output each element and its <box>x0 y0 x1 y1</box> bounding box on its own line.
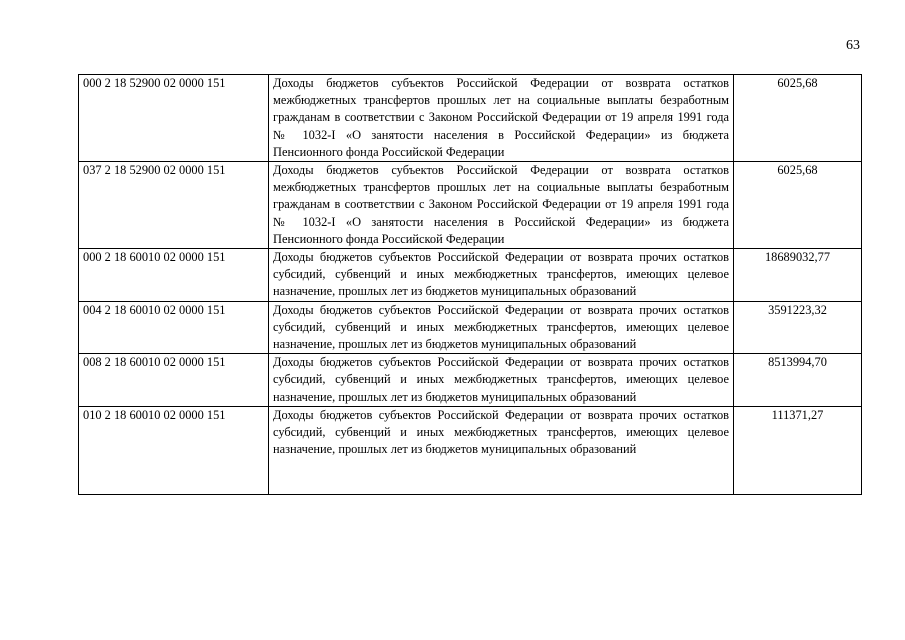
revenue-description-cell: Доходы бюджетов субъектов Российской Федерации от возврата прочих остатков субсидий, субвенций и иных межбюджетных трансфертов, имеющих целевое назначение, прошлых лет из бюджетов муниципальных образований <box>269 249 734 302</box>
revenue-amount-cell: 18689032,77 <box>734 249 862 302</box>
revenue-amount-cell: 3591223,32 <box>734 301 862 354</box>
table-row <box>79 75 862 162</box>
table-row <box>79 162 862 249</box>
revenue-description-cell: Доходы бюджетов субъектов Российской Федерации от возврата остатков межбюджетных трансфертов прошлых лет на социальные выплаты безработным гражданам в соответствии с Законом Российской Федерации от 19 апреля 1991 года № 1032-I «О занятости населения в Российской Федерации» из бюджета Пенсионного фонда Российской Федерации <box>269 162 734 249</box>
table-row <box>79 249 862 302</box>
revenue-amount-cell: 6025,68 <box>734 75 862 162</box>
table-row <box>79 354 862 407</box>
revenue-amount-cell: 8513994,70 <box>734 354 862 407</box>
revenue-code-cell: 037 2 18 52900 02 0000 151 <box>79 162 269 249</box>
page-number: 63 <box>846 38 860 53</box>
revenue-description-cell: Доходы бюджетов субъектов Российской Федерации от возврата остатков межбюджетных трансфертов прошлых лет на социальные выплаты безработным гражданам в соответствии с Законом Российской Федерации от 19 апреля 1991 года № 1032-I «О занятости населения в Российской Федерации» из бюджета Пенсионного фонда Российской Федерации <box>269 75 734 162</box>
revenue-amount-cell: 6025,68 <box>734 162 862 249</box>
budget-revenue-table <box>78 74 862 495</box>
revenue-amount-cell: 111371,27 <box>734 406 862 494</box>
table-body <box>79 75 862 495</box>
revenue-code-cell: 004 2 18 60010 02 0000 151 <box>79 301 269 354</box>
revenue-code-cell: 010 2 18 60010 02 0000 151 <box>79 406 269 494</box>
table-row <box>79 406 862 494</box>
revenue-description-cell: Доходы бюджетов субъектов Российской Федерации от возврата прочих остатков субсидий, субвенций и иных межбюджетных трансфертов, имеющих целевое назначение, прошлых лет из бюджетов муниципальных образований <box>269 406 734 494</box>
revenue-description-cell: Доходы бюджетов субъектов Российской Федерации от возврата прочих остатков субсидий, субвенций и иных межбюджетных трансфертов, имеющих целевое назначение, прошлых лет из бюджетов муниципальных образований <box>269 301 734 354</box>
revenue-code-cell: 008 2 18 60010 02 0000 151 <box>79 354 269 407</box>
revenue-description-cell: Доходы бюджетов субъектов Российской Федерации от возврата прочих остатков субсидий, субвенций и иных межбюджетных трансфертов, имеющих целевое назначение, прошлых лет из бюджетов муниципальных образований <box>269 354 734 407</box>
table-row <box>79 301 862 354</box>
revenue-code-cell: 000 2 18 60010 02 0000 151 <box>79 249 269 302</box>
revenue-code-cell: 000 2 18 52900 02 0000 151 <box>79 75 269 162</box>
